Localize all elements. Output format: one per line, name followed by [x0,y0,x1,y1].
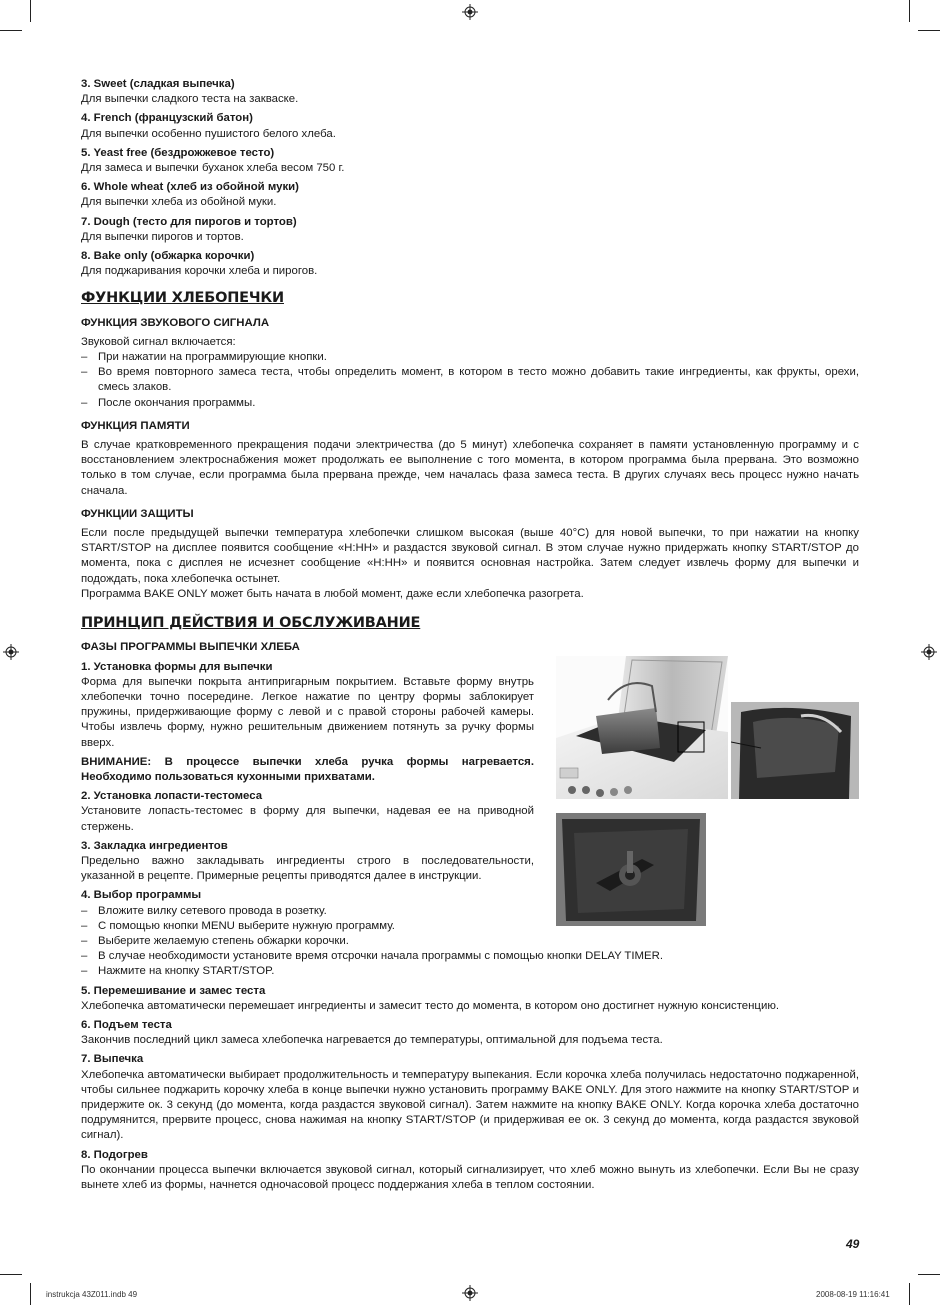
step-text: Форма для выпечки покрыта антипригарным покрытием. Вставьте форму внутрь хлебопечки точно посередине. Легкое нажатие по центру формы заблокирует пружины, придерживающие форму с левой и с правой стороны рабочей камеры. Чтобы извлечь форму, нужно решительным движением потянуть за ручку формы вверх. [81,675,534,749]
step-title: 1. Установка формы для выпечки [81,660,273,673]
crop-mark-br-v [909,1283,910,1305]
step-text: Хлебопечка автоматически перемешает ингредиенты и замесит тесто до момента, в котором оно достигнет нужную консистенцию. [81,999,780,1012]
program-title: 8. Bake only (обжарка корочки) [81,250,255,263]
crop-mark-tr-v [909,0,910,22]
registration-mark-bottom-icon [462,1285,478,1301]
step-title: 2. Установка лопасти-тестомеса [81,790,263,803]
program-title: 4. French (французский батон) [81,112,253,125]
registration-mark-right-icon [921,644,937,660]
subheading-sound: ФУНКЦИЯ ЗВУКОВОГО СИГНАЛА [81,316,270,329]
page-number: 49 [846,1237,860,1251]
section-heading-operation: ПРИНЦИП ДЕЙСТВИЯ И ОБСЛУЖИВАНИЕ [81,615,421,632]
list-item: – Во время повторного замеса теста, чтобы определить момент, в котором в тесто можно добавить такие ингредиенты, как фрукты, орехи, смесь злаков. [81,365,859,395]
program-title: 6. Whole wheat (хлеб из обойной муки) [81,181,299,194]
step-title: 6. Подъем теста [81,1018,172,1031]
subheading-phases: ФАЗЫ ПРОГРАММЫ ВЫПЕЧКИ ХЛЕБА [81,641,300,654]
subheading-protection: ФУНКЦИИ ЗАЩИТЫ [81,507,194,520]
protection-text-2: Программа BAKE ONLY может быть начата в любой момент, даже если хлебопечка разогрета. [81,587,584,600]
protection-text: Если после предыдущей выпечки температура хлебопечки слишком высокая (выше 40°C) для новой выпечки, то при нажатии на кнопку START/STOP на дисплее появится сообщение «H:HH» и раздастся звуковой сигнал. В этом случае нужно придержать кнопку START/STOP до момента, пока с дисплея не исчезнет сообщение «H:HH» и появится основная настройка. Затем следует извлечь форму для выпечки и подождать, пока хлебопечка остынет. [81,527,859,585]
list-item: – После окончания программы. [81,396,859,411]
list-item: – При нажатии на программирующие кнопки. [81,350,859,365]
footer-file-info: instrukcja 43Z011.indb 49 [46,1290,138,1299]
step-text: По окончании процесса выпечки включается звуковой сигнал, который сигнализирует, что хлеб можно вынуть из хлебопечки. Если Вы не сразу вынете хлеб из формы, начнется одночасовой процесс поддержания хлеба в теплом состоянии. [81,1163,859,1191]
warning-text: ВНИМАНИЕ: В процессе выпечки хлеба ручка формы нагревается. Необходимо пользоваться кухонными прихватами. [81,755,534,783]
step-text: Хлебопечка автоматически выбирает продолжительность и температуру выпекания. Если корочка хлеба получилась недостаточно поджаренной, чтобы сильнее поджарить корочку хлеба в конце выпечки нужно установить программу BAKE ONLY. Для этого нажмите на кнопку START/STOP и придержите ок. 3 секунд (до момента, когда раздастся звуковой сигнал). Затем нажмите на кнопку BAKE ONLY. Когда корочка хлеба достаточно подрумянится, прервите процесс, снова нажимая на кнопку START/STOP (и придерживая ее ок. 3 секунд до момента, когда раздастся звуковой сигнал). [81,1068,859,1142]
program-desc: Для выпечки сладкого теста на закваске. [81,93,299,106]
crop-mark-tl-v [30,0,31,22]
crop-mark-bl-v [30,1283,31,1305]
program-item [81,111,859,141]
program-title: 5. Yeast free (бездрожжевое тесто) [81,146,275,159]
list-item: – Выберите желаемую степень обжарки корочки. [81,934,859,949]
program-title: 7. Dough (тесто для пирогов и тортов) [81,215,297,228]
list-item: – Нажмите на кнопку START/STOP. [81,964,859,979]
step-title: 3. Закладка ингредиентов [81,839,228,852]
sound-intro: Звуковой сигнал включается: [81,335,236,348]
list-item: – В случае необходимости установите время отсрочки начала программы с помощью кнопки DELAY TIMER. [81,949,859,964]
step-text: Установите лопасть-тестомес в форму для выпечки, надевая ее на приводной стержень. [81,805,534,833]
program-desc: Для замеса и выпечки буханок хлеба весом 750 г. [81,162,345,175]
program-desc: Для поджаривания корочки хлеба и пирогов. [81,265,318,278]
crop-mark-tr-h [918,30,940,31]
registration-mark-top-icon [462,4,478,20]
program-select-list [81,904,859,980]
step-title: 8. Подогрев [81,1148,148,1161]
subheading-memory: ФУНКЦИЯ ПАМЯТИ [81,419,190,432]
list-item: – С помощью кнопки MENU выберите нужную программу. [81,919,859,934]
program-item [81,77,859,107]
list-item: – Вложите вилку сетевого провода в розетку. [81,904,859,919]
crop-mark-br-h [918,1274,940,1275]
step-title: 7. Выпечка [81,1053,144,1066]
memory-text: В случае кратковременного прекращения подачи электричества (до 5 минут) хлебопечка сохраняет в памяти установленную программу и с восстановлением электроснабжения может продолжать ее выполнение с того момента, в котором программа была прервана. Это возможно только в том случае, если программа была прервана прежде, чем началась фаза замеса теста. В других случаях весь процесс нужно начать сначала. [81,439,859,497]
footer-timestamp: 2008-08-19 11:16:41 [816,1290,890,1299]
crop-mark-bl-h [0,1274,22,1275]
program-desc: Для выпечки особенно пушистого белого хлеба. [81,127,336,140]
program-item [81,249,859,279]
program-item [81,180,859,210]
step-title: 4. Выбор программы [81,889,202,902]
step-title: 5. Перемешивание и замес теста [81,984,266,997]
program-item [81,215,859,245]
step-text: Закончив последний цикл замеса хлебопечка нагревается до температуры, оптимальной для подъема теста. [81,1034,663,1047]
registration-mark-left-icon [3,644,19,660]
crop-mark-tl-h [0,30,22,31]
sound-list [81,350,859,411]
program-title: 3. Sweet (сладкая выпечка) [81,78,235,90]
page-content [81,77,859,1193]
section-heading-functions: ФУНКЦИИ ХЛЕБОПЕЧКИ [81,290,284,307]
program-desc: Для выпечки пирогов и тортов. [81,230,244,243]
program-item [81,146,859,176]
program-desc: Для выпечки хлеба из обойной муки. [81,196,277,209]
program-list [81,77,859,279]
step-text: Предельно важно закладывать ингредиенты строго в последовательности, указанной в рецепте. Примерные рецепты приводятся далее в инструкции. [81,854,534,883]
